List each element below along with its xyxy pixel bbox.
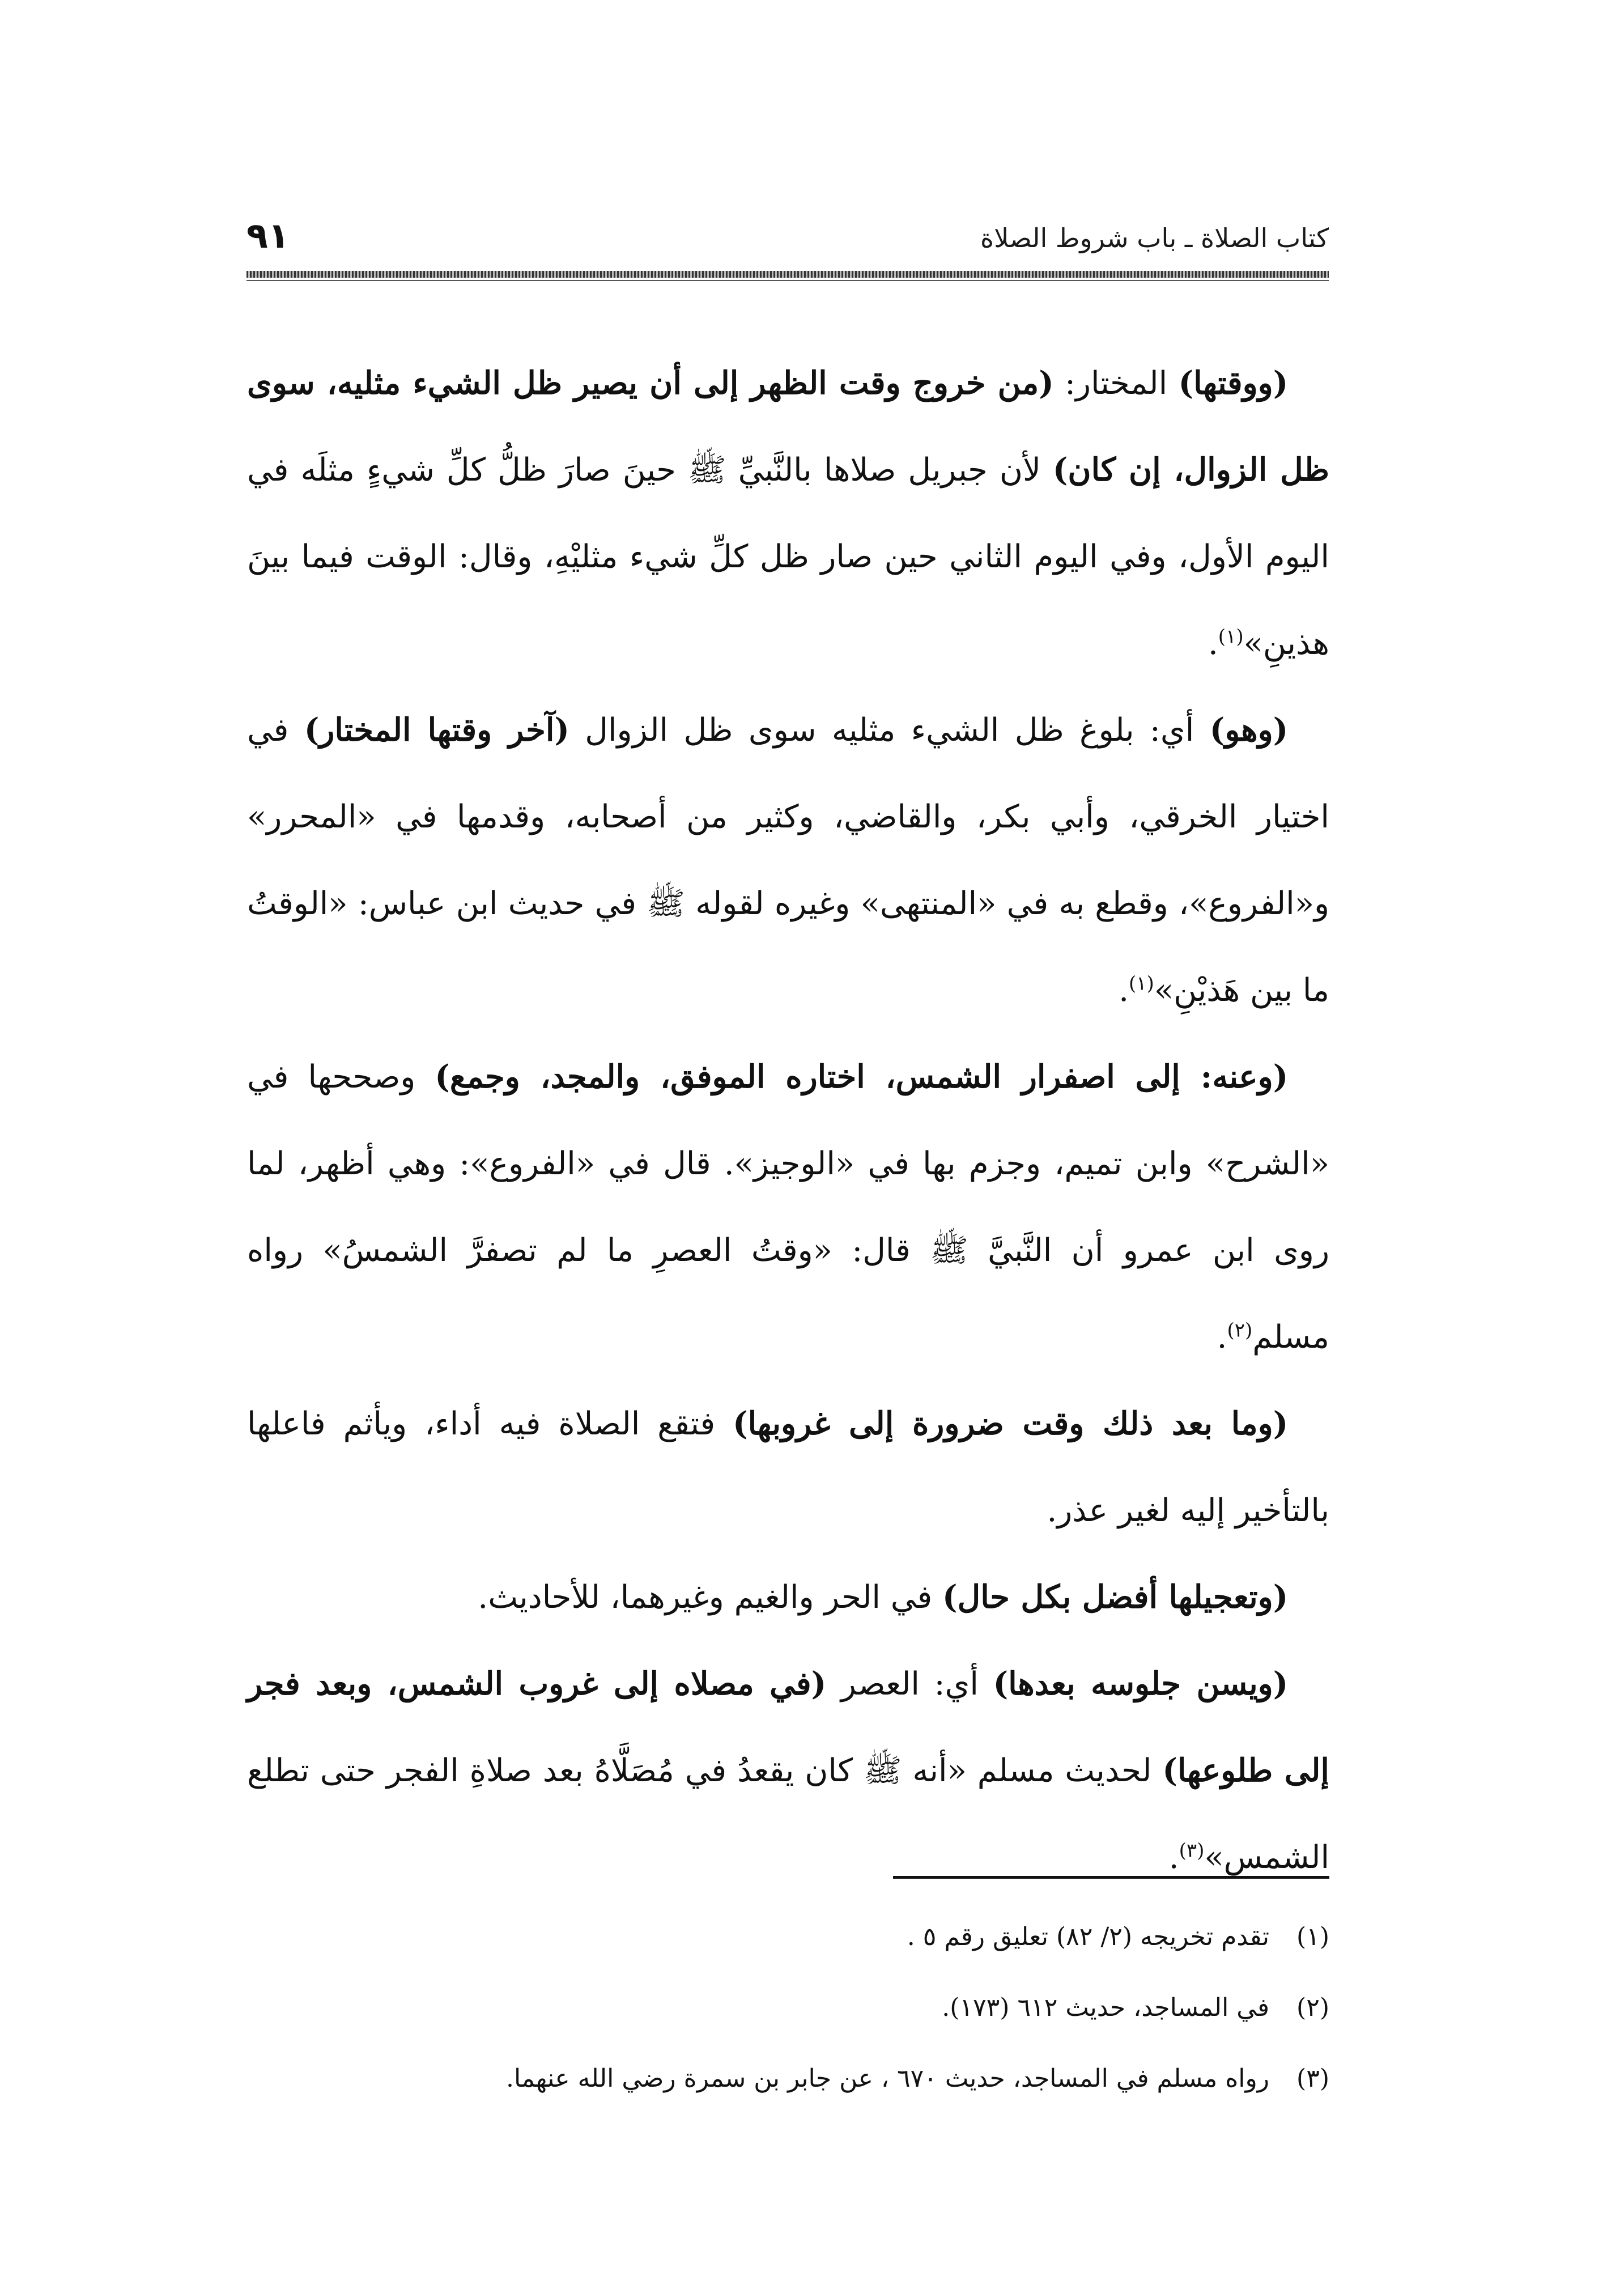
footnote-text: رواه مسلم في المساجد، حديث ٦٧٠ ، عن جابر بن سمرة رضي الله عنهما.	[505, 2064, 1269, 2093]
footnote-text: في المساجد، حديث ٦١٢ (١٧٣).	[942, 1993, 1269, 2022]
sharh-text: أي: بلوغ ظل الشيء مثليه سوى ظل الزوال	[569, 712, 1210, 749]
footnote-ref[interactable]: (١)	[1218, 625, 1244, 648]
footnote-ref[interactable]: (٣)	[1179, 1839, 1205, 1862]
header-title: كتاب الصلاة ـ باب شروط الصلاة	[980, 223, 1329, 253]
footnote-1	[247, 1901, 1329, 1972]
matn-text: (وعنه: إلى اصفرار الشمس، اختاره الموفق، والمجد، وجمع)	[435, 1058, 1289, 1095]
footnote-number: (٢)	[1296, 1993, 1329, 2022]
matn-text: (وهو)	[1209, 711, 1289, 749]
sharh-text: المختار:	[1053, 365, 1179, 402]
paragraph-1	[247, 340, 1329, 687]
footnote-number: (١)	[1296, 1922, 1329, 1951]
paragraph-3	[247, 1034, 1329, 1381]
sharh-text: أي: العصر	[826, 1666, 993, 1702]
paragraph-5	[247, 1554, 1329, 1641]
sentence-end: .	[1119, 972, 1129, 1009]
footnote-text: تقدم تخريجه (٢/ ٨٢) تعليق رقم ٥ .	[907, 1922, 1269, 1951]
matn-text: (آخر وقتها المختار)	[304, 711, 569, 749]
sharh-text: وصححها في «الشرح» وابن تميم، وجزم بها في «الوجيز». قال في «الفروع»: وهي أظهر، لما روى ابن عمرو أن النَّبيَّ ﷺ قال: «وقتُ العصرِ ما لم تصفرَّ الشمسُ» رواه مسلم	[247, 1059, 1329, 1356]
matn-text: (ويسن جلوسه بعدها)	[993, 1665, 1289, 1702]
paragraph-2	[247, 687, 1329, 1034]
page-number: ٩١	[246, 215, 290, 256]
header-rule	[246, 271, 1329, 278]
footnote-number: (٣)	[1296, 2064, 1329, 2093]
sharh-text: في اختيار الخرقي، وأبي بكر، والقاضي، وكثير من أصحابه، وقدمها في «المحرر» و«الفروع»، وقطع به في «المنتهى» وغيره لقوله ﷺ في حديث ابن عباس: «الوقتُ ما بين هَذيْنِ»	[247, 712, 1329, 1009]
matn-text: (ووقتها)	[1178, 364, 1289, 402]
footnote-2	[247, 1972, 1329, 2043]
sharh-text: فتقع الصلاة فيه أداء، ويأثم فاعلها بالتأخير إليه لغير عذر.	[247, 1405, 1329, 1529]
paragraph-6	[247, 1641, 1329, 1901]
sentence-end: .	[1217, 1319, 1227, 1356]
footnote-3	[247, 2043, 1329, 2114]
matn-text: (في مصلاه إلى غروب الشمس، وبعد فجر إلى طلوعها)	[247, 1665, 1329, 1789]
matn-text: (من خروج وقت الظهر إلى أن يصير ظل الشيء مثليه، سوى ظل الزوال، إن كان)	[247, 364, 1329, 489]
paragraph-4	[247, 1381, 1329, 1554]
running-header	[246, 215, 1329, 264]
main-text	[247, 340, 1329, 1901]
footnote-ref[interactable]: (١)	[1129, 972, 1154, 995]
sharh-text: لأن جبريل صلاها بالنَّبيِّ ﷺ حينَ صارَ ظلُّ كلِّ شيءٍ مثلَه في اليوم الأول، وفي اليوم الثاني حين صار ظل كلِّ شيء مثليْهِ، وقال: الوقت فيما بينَ هذينِ»	[247, 452, 1329, 662]
matn-text: (وما بعد ذلك وقت ضرورة إلى غروبها)	[733, 1405, 1289, 1442]
matn-text: (وتعجيلها أفضل بكل حال)	[942, 1578, 1289, 1616]
footnote-ref[interactable]: (٢)	[1227, 1319, 1253, 1342]
footnote-separator	[893, 1876, 1329, 1879]
sentence-end: .	[1168, 1839, 1179, 1876]
footnotes	[247, 1901, 1329, 2114]
sharh-text: لحديث مسلم «أنه ﷺ كان يقعدُ في مُصَلَّاهُ بعد صلاةِ الفجر حتى تطلع الشمس»	[247, 1752, 1329, 1876]
sharh-text: في الحر والغيم وغيرهما، للأحاديث.	[478, 1579, 943, 1616]
sentence-end: .	[1208, 625, 1218, 662]
